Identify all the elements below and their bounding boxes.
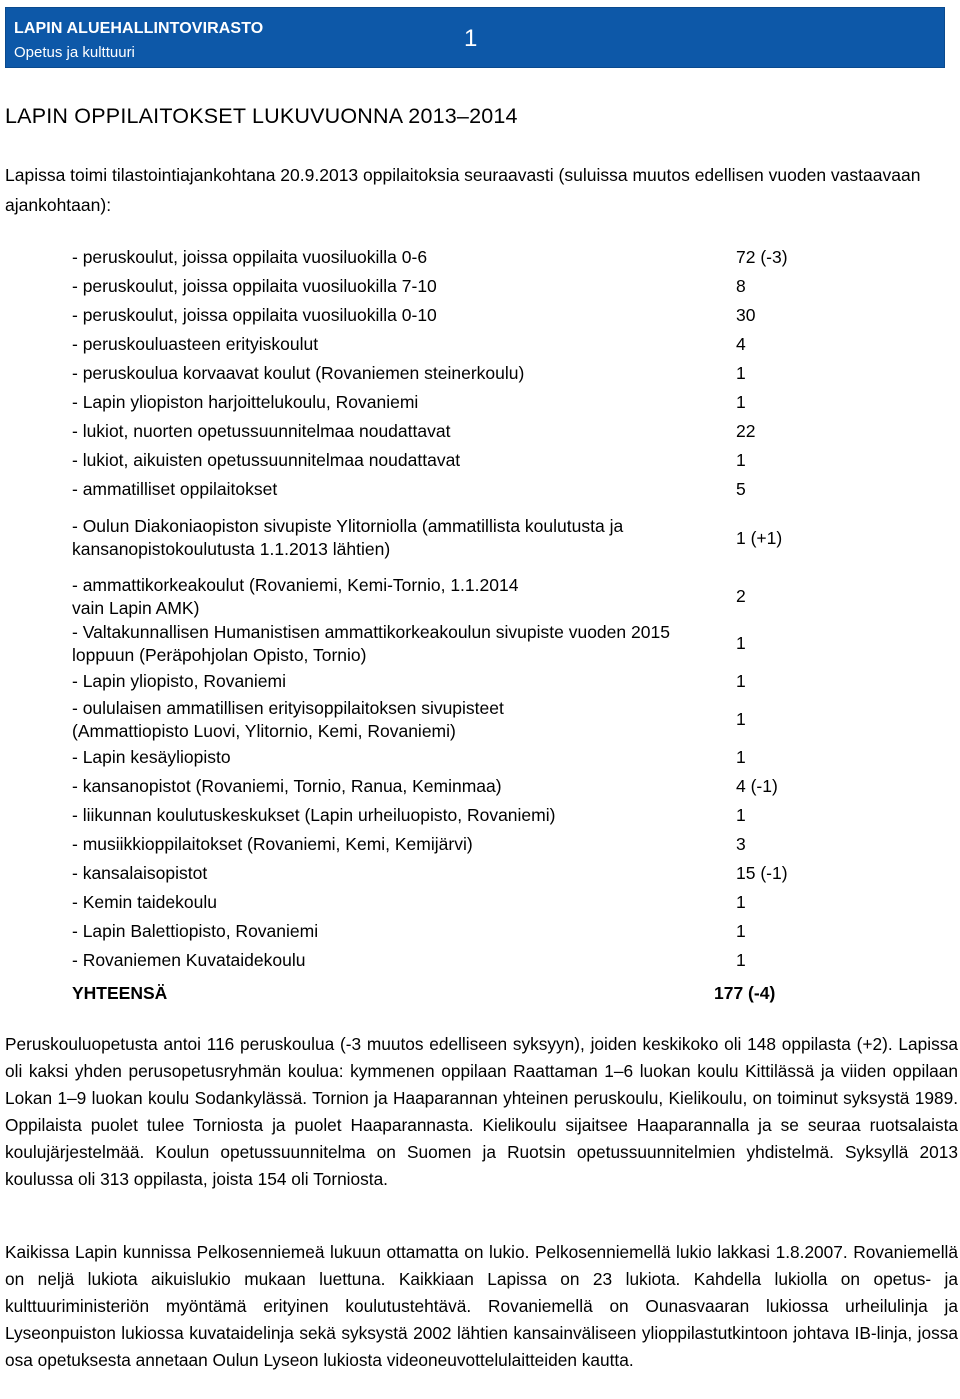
list-item-count: 1 <box>736 449 746 470</box>
intro-text: Lapissa toimi tilastointiajankohtana 20.9.2013 oppilaitoksia seuraavasti (suluissa muutos edellisen vuoden vastaavaan ajankohtaan): <box>5 165 921 215</box>
list-item <box>72 890 832 914</box>
total-row <box>72 981 832 1005</box>
list-item-label: - kansalaisopistot <box>72 862 208 883</box>
page-title: LAPIN OPPILAITOKSET LUKUVUONNA 2013–2014 <box>5 104 518 128</box>
list-item-label: - peruskoulua korvaavat koulut (Rovaniemen steinerkoulu) <box>72 362 525 383</box>
list-item-count: 1 <box>736 891 746 912</box>
list-item-label: - lukiot, nuorten opetussuunnitelmaa noudattavat <box>72 420 451 441</box>
list-item <box>72 803 832 827</box>
list-item-count: 30 <box>736 304 756 325</box>
list-item <box>72 573 832 620</box>
list-item <box>72 948 832 972</box>
list-item <box>72 503 832 573</box>
list-item <box>72 390 832 414</box>
list-item-label: - Lapin yliopisto, Rovaniemi <box>72 670 286 691</box>
list-item-label: - lukiot, aikuisten opetussuunnitelmaa noudattavat <box>72 449 461 470</box>
unit-name: Opetus ja kulttuuri <box>14 44 135 61</box>
list-item-label: - Valtakunnallisen Humanistisen ammattikorkeakoulun sivupiste vuoden 2015 loppuun (Peräpohjolan Opisto, Tornio) <box>72 621 670 665</box>
list-item-count: 1 <box>736 920 746 941</box>
list-item-count: 72 (-3) <box>736 246 788 267</box>
list-item <box>72 245 832 269</box>
list-item-count: 1 <box>736 633 746 653</box>
list-item <box>72 669 832 693</box>
list-item-count: 1 <box>736 391 746 412</box>
list-item-label: - ammatilliset oppilaitokset <box>72 478 278 499</box>
list-item-count: 1 (+1) <box>736 527 783 548</box>
list-item-label: - kansanopistot (Rovaniemi, Tornio, Ranua, Keminmaa) <box>72 775 502 796</box>
paragraph-basic-education: Peruskouluopetusta antoi 116 peruskoulua (-3 muutos edelliseen syksyyn), joiden keskikoko oli 148 oppilasta (+2). Lapissa oli kaksi yhden perusopetusryhmän koulua: kymmenen oppilaan Raattaman 1–6 luokan koulu Kittilässä ja viiden oppilaan Lokan 1–9 luokan koulu Sodankylässä. Tornion ja Haaparannan yhteinen peruskoulu, Kielikoulu, on toiminut syksystä 1989. Oppilaista puolet tulee Torniosta ja puolet Haaparannasta. Kielikoulu sijaitsee Haaparannalla ja se seuraa ruotsalaista koulujärjestelmää. Koulun opetussuunnitelma on Suomen ja Ruotsin opetussuunnitelmien yhdistelmä. Syksyllä 2013 koulussa oli 313 oppilasta, joista 154 oli Torniosta. <box>5 1034 958 1189</box>
list-item <box>72 832 832 856</box>
list-item-label: - ammattikorkeakoulut (Rovaniemi, Kemi-Tornio, 1.1.2014 vain Lapin AMK) <box>72 574 519 618</box>
list-item <box>72 332 832 356</box>
list-item-label: - peruskoulut, joissa oppilaita vuosiluokilla 7-10 <box>72 275 437 296</box>
list-item-label: - peruskoulut, joissa oppilaita vuosiluokilla 0-6 <box>72 246 428 267</box>
list-item <box>72 477 832 501</box>
list-item-count: 1 <box>736 746 746 767</box>
list-item-count: 4 <box>736 333 746 354</box>
list-item-label: - peruskoulut, joissa oppilaita vuosiluokilla 0-10 <box>72 304 437 325</box>
list-item-count: 15 (-1) <box>736 862 788 883</box>
list-item-count: 1 <box>736 670 746 691</box>
list-item <box>72 274 832 298</box>
list-item-label: - musiikkioppilaitokset (Rovaniemi, Kemi, Kemijärvi) <box>72 833 473 854</box>
total-count: 177 (-4) <box>714 982 776 1003</box>
list-item <box>72 448 832 472</box>
list-item-label: - Lapin kesäyliopisto <box>72 746 231 767</box>
list-item <box>72 696 832 743</box>
list-item-label: - oululaisen ammatillisen erityisoppilaitoksen sivupisteet (Ammattiopisto Luovi, Ylitornio, Kemi, Rovaniemi) <box>72 697 504 741</box>
list-item-label: - Lapin Balettiopisto, Rovaniemi <box>72 920 319 941</box>
total-label: YHTEENSÄ <box>72 982 168 1003</box>
paragraph-upper-secondary: Kaikissa Lapin kunnissa Pelkosenniemeä lukuun ottamatta on lukio. Pelkosenniemellä lukio lakkasi 1.8.2007. Rovaniemellä on neljä lukiota aikuislukio mukaan luettuna. Kaikkiaan Lapissa on 23 lukiota. Kahdella lukiolla on opetus- ja kulttuuriministeriön myöntämä erityinen koulutustehtävä. Rovaniemellä on Ounasvaaran lukiossa urheilulinja ja Lyseonpuiston lukiossa kuvataidelinja sekä syksystä 2002 lähtien kansainväliseen ylioppilastutkintoon johtava IB-linja, jossa osa opetuksesta annetaan Oulun Lyseon lukiosta videoneuvottelulaitteiden kautta. <box>5 1242 958 1370</box>
list-item <box>72 361 832 385</box>
list-item <box>72 861 832 885</box>
list-item-count: 1 <box>736 949 746 970</box>
organization-name: LAPIN ALUEHALLINTOVIRASTO <box>14 20 264 37</box>
list-item-label: - Oulun Diakoniaopiston sivupiste Ylitorniolla (ammatillista koulutusta ja kansanopistokoulutusta 1.1.2013 lähtien) <box>72 516 624 559</box>
list-item-label: - Rovaniemen Kuvataidekoulu <box>72 949 306 970</box>
list-item <box>72 419 832 443</box>
list-item <box>72 774 832 798</box>
list-item-label: - liikunnan koulutuskeskukset (Lapin urheiluopisto, Rovaniemi) <box>72 804 556 825</box>
list-item-count: 2 <box>736 586 746 606</box>
list-item-label: - Lapin yliopiston harjoittelukoulu, Rovaniemi <box>72 391 419 412</box>
list-item-count: 22 <box>736 420 756 441</box>
list-item <box>72 303 832 327</box>
list-item <box>72 919 832 943</box>
list-item <box>72 620 832 667</box>
list-item-count: 5 <box>736 478 746 499</box>
list-item-count: 1 <box>736 362 746 383</box>
list-item-count: 1 <box>736 709 746 729</box>
list-item-count: 8 <box>736 275 746 296</box>
page-header <box>5 7 945 68</box>
list-item-count: 1 <box>736 804 746 825</box>
list-item-label: - peruskouluasteen erityiskoulut <box>72 333 319 354</box>
list-item-count: 4 (-1) <box>736 775 778 796</box>
list-item <box>72 745 832 769</box>
page-number: 1 <box>464 25 478 52</box>
list-item-label: - Kemin taidekoulu <box>72 891 217 912</box>
list-item-count: 3 <box>736 833 746 854</box>
